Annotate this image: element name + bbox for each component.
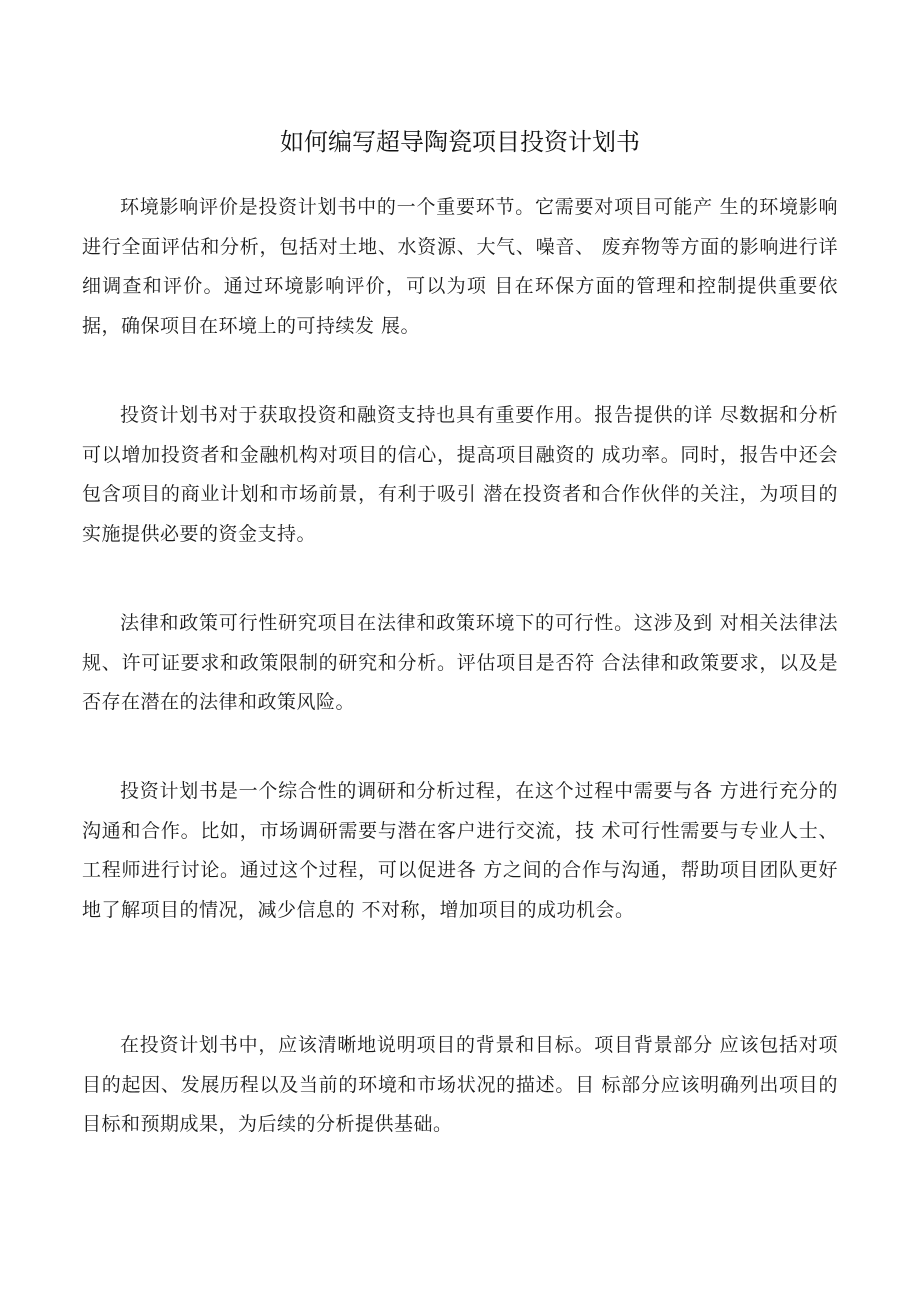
paragraph-investment-financing: 投资计划书对于获取投资和融资支持也具有重要作用。报告提供的详 尽数据和分析可以增加投资者和金融机构对项目的信心，提高项目融资的 成功率。同时，报告中还会包含项目的商业计划和市场前景，有利于吸引 潜在投资者和合作伙伴的关注，为项目的实施提供必要的资金支持。	[82, 404, 838, 545]
paragraph-environmental-impact: 环境影响评价是投资计划书中的一个重要环节。它需要对项目可能产 生的环境影响进行全面评估和分析，包括对土地、水资源、大气、噪音、 废弃物等方面的影响进行详细调查和评价。通过环境影响评价，可以为项 目在环保方面的管理和控制提供重要依据，确保项目在环境上的可持续发 展。	[82, 196, 838, 337]
paragraph-communication: 投资计划书是一个综合性的调研和分析过程，在这个过程中需要与各 方进行充分的沟通和合作。比如，市场调研需要与潜在客户进行交流，技 术可行性需要与专业人士、工程师进行讨论。通过这个过程，可以促进各 方之间的合作与沟通，帮助项目团队更好地了解项目的情况，减少信息的 不对称，增加项目的成功机会。	[82, 780, 838, 921]
paragraph-legal-policy: 法律和政策可行性研究项目在法律和政策环境下的可行性。这涉及到 对相关法律法规、许可证要求和政策限制的研究和分析。评估项目是否符 合法律和政策要求，以及是否存在潜在的法律和政策风险。	[82, 612, 838, 713]
paragraph-background-goals: 在投资计划书中，应该清晰地说明项目的背景和目标。项目背景部分 应该包括对项目的起因、发展历程以及当前的环境和市场状况的描述。目 标部分应该明确列出项目的目标和预期成果，为后续的分析提供基础。	[82, 1034, 838, 1135]
document-title: 如何编写超导陶瓷项目投资计划书	[280, 128, 640, 156]
